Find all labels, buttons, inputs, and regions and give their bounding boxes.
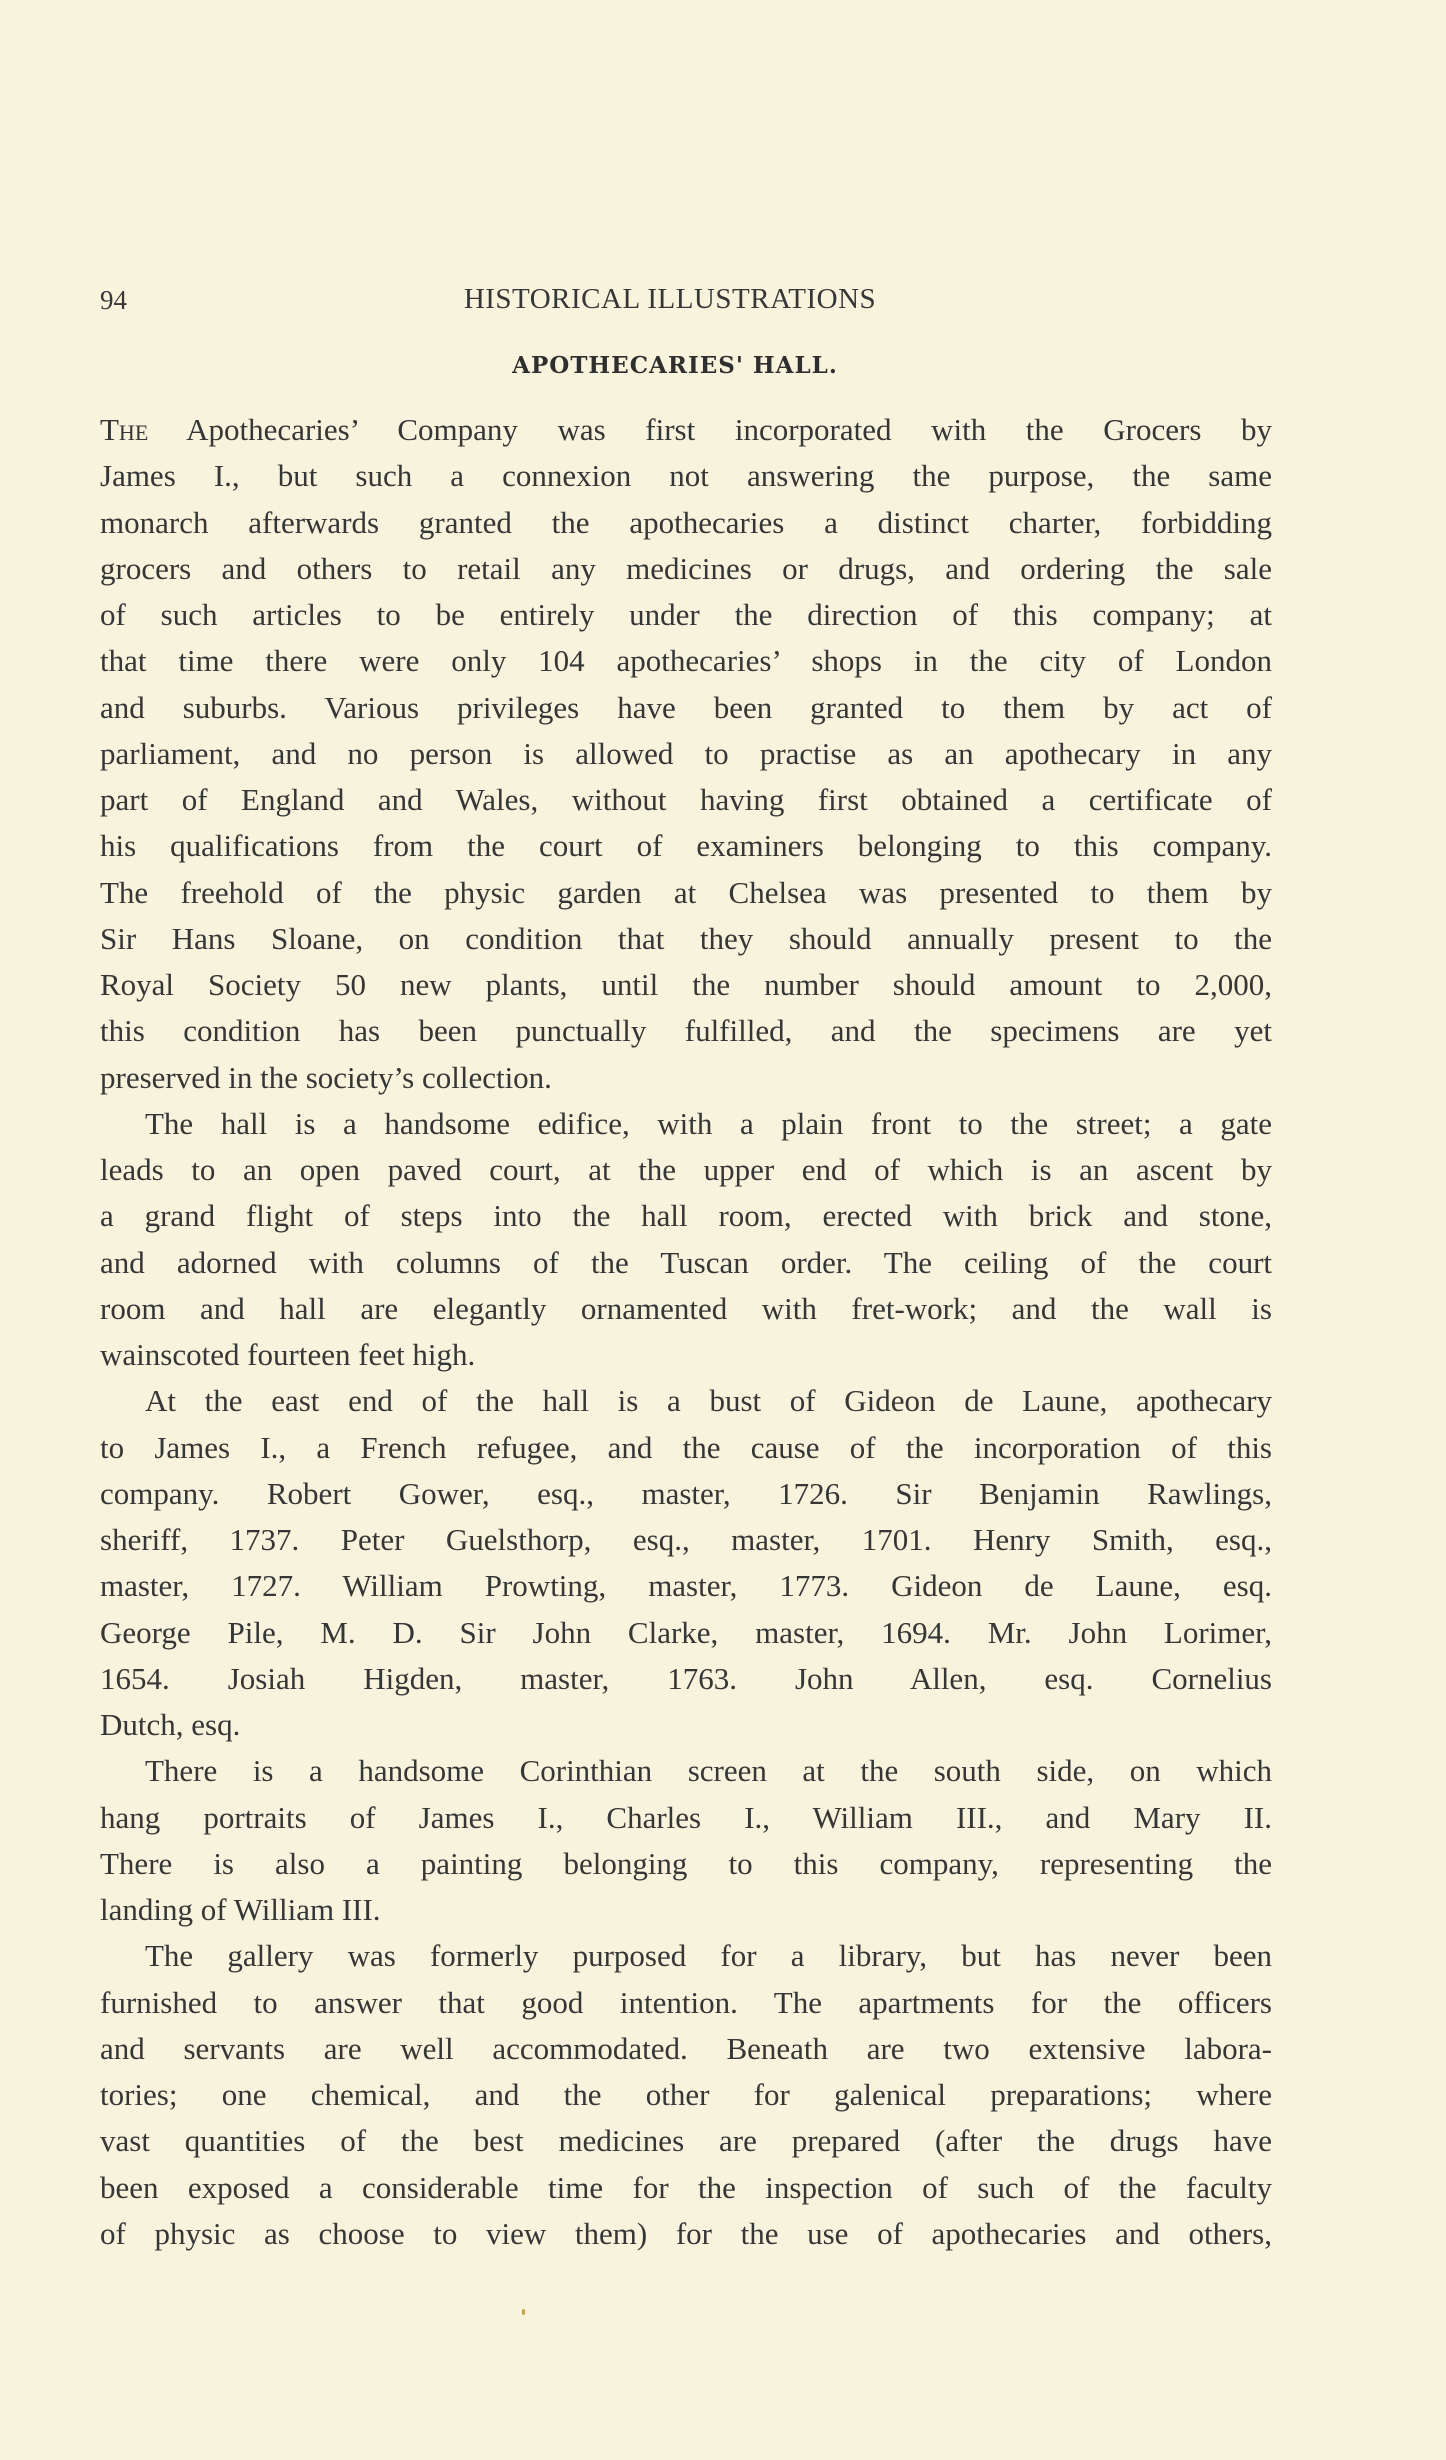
line-text: Apothecaries’ Company was first incorporated with the Grocers by <box>186 412 1272 447</box>
text-line: room and hall are elegantly ornamented with fret-work; and the wall is <box>100 1290 1272 1326</box>
text-line: leads to an open paved court, at the upper end of which is an ascent by <box>100 1152 1272 1187</box>
text-line: Sir Hans Sloane, on condition that they should annually present to the <box>100 920 1272 956</box>
text-line: parliament, and no person is allowed to practise as an apothecary in any <box>100 735 1272 771</box>
text-line: of physic as choose to view them) for the use of apothecaries and others, <box>100 2215 1272 2251</box>
text-line <box>100 407 1272 453</box>
text-line: monarch afterwards granted the apothecaries a distinct charter, forbidding <box>100 504 1272 540</box>
text-line: a grand flight of steps into the hall room, erected with brick and stone, <box>100 1198 1272 1234</box>
paper-speck <box>522 2309 525 2315</box>
text-line: The gallery was formerly purposed for a library, but has never been <box>145 1938 1272 1974</box>
text-line: grocers and others to retail any medicines or drugs, and ordering the sale <box>100 550 1272 586</box>
text-line: of such articles to be entirely under the direction of this company; at <box>100 597 1272 632</box>
text-line: and servants are well accommodated. Beneath are two extensive labora- <box>100 2030 1272 2066</box>
text-line: landing of William III. <box>100 1892 381 1927</box>
text-line: tories; one chemical, and the other for galenical preparations; where <box>100 2077 1272 2112</box>
text-line: company. Robert Gower, esq., master, 1726. Sir Benjamin Rawlings, <box>100 1475 1272 1511</box>
text-line: and suburbs. Various privileges have been granted to them by act of <box>100 689 1272 725</box>
page-number: 94 <box>100 285 127 315</box>
text-line: Dutch, esq. <box>100 1707 241 1742</box>
text-line: The hall is a handsome edifice, with a plain front to the street; a gate <box>145 1105 1272 1141</box>
text-line: this condition has been punctually fulfilled, and the specimens are yet <box>100 1013 1272 1049</box>
text-line: preserved in the society’s collection. <box>100 1059 552 1095</box>
text-line: vast quantities of the best medicines are prepared (after the drugs have <box>100 2123 1272 2159</box>
text-line: to James I., a French refugee, and the cause of the incorporation of this <box>100 1429 1272 1465</box>
text-line: At the east end of the hall is a bust of Gideon de Laune, apothecary <box>145 1383 1272 1419</box>
text-line: wainscoted fourteen feet high. <box>100 1337 476 1372</box>
text-line: part of England and Wales, without having first obtained a certificate of <box>100 782 1272 817</box>
text-line: that time there were only 104 apothecaries’ shops in the city of London <box>100 643 1272 679</box>
text-line: There is a handsome Corinthian screen at the south side, on which <box>145 1753 1272 1789</box>
text-line: master, 1727. William Prowting, master, 1773. Gideon de Laune, esq. <box>100 1568 1272 1604</box>
text-line: been exposed a considerable time for the inspection of such of the faculty <box>100 2169 1272 2205</box>
lead-word: The <box>100 412 149 447</box>
text-line: The freehold of the physic garden at Chelsea was presented to them by <box>100 874 1272 910</box>
text-line: James I., but such a connexion not answering the purpose, the same <box>100 458 1272 494</box>
running-title: HISTORICAL ILLUSTRATIONS <box>463 283 877 315</box>
text-line: furnished to answer that good intention. The apartments for the officers <box>100 1984 1272 2020</box>
text-line: There is also a painting belonging to this company, representing the <box>100 1845 1272 1881</box>
text-line: his qualifications from the court of examiners belonging to this company. <box>100 828 1272 864</box>
section-heading: APOTHECARIES' HALL. <box>512 352 838 379</box>
text-line: George Pile, M. D. Sir John Clarke, master, 1694. Mr. John Lorimer, <box>100 1614 1272 1650</box>
text-line: 1654. Josiah Higden, master, 1763. John Allen, esq. Cornelius <box>100 1660 1272 1696</box>
text-line: sheriff, 1737. Peter Guelsthorp, esq., master, 1701. Henry Smith, esq., <box>100 1522 1272 1557</box>
text-line: Royal Society 50 new plants, until the number should amount to 2,000, <box>100 967 1272 1002</box>
text-line: hang portraits of James I., Charles I., William III., and Mary II. <box>100 1799 1272 1835</box>
text-line: and adorned with columns of the Tuscan order. The ceiling of the court <box>100 1244 1272 1280</box>
